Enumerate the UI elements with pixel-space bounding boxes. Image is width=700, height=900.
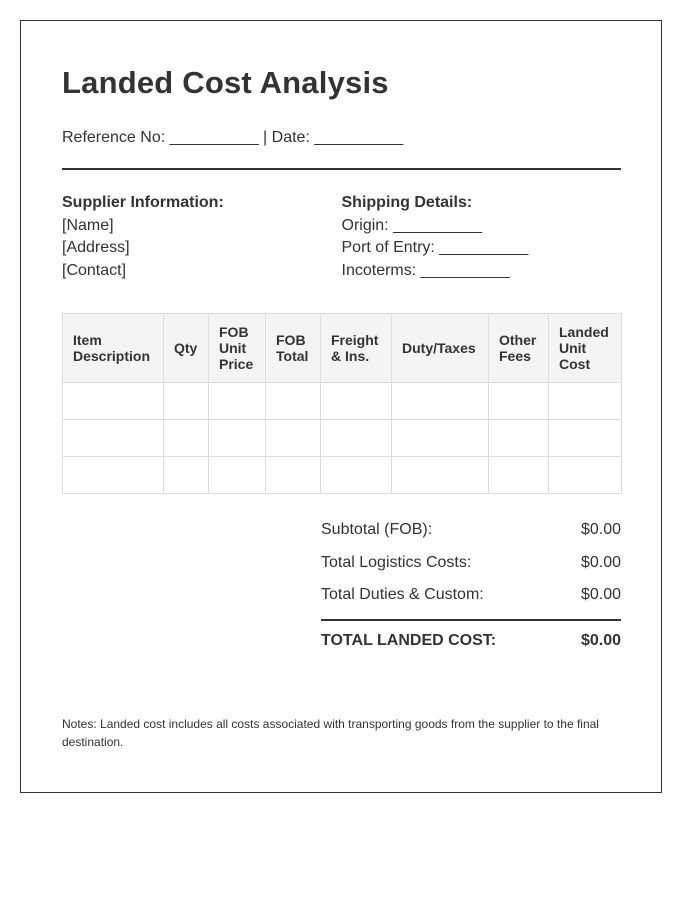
reference-date-line: Reference No: __________ | Date: __________	[62, 129, 404, 146]
table-cell[interactable]	[209, 383, 266, 420]
header-qty: Qty	[164, 314, 209, 383]
table-cell[interactable]	[489, 383, 549, 420]
table-cell[interactable]	[392, 457, 489, 494]
shipping-details	[342, 192, 622, 282]
table-cell[interactable]	[266, 457, 321, 494]
header-other-fees: Other Fees	[489, 314, 549, 383]
table-cell[interactable]	[321, 420, 392, 457]
document-page	[20, 20, 662, 793]
subtotal-value: $0.00	[580, 521, 621, 538]
supplier-name: [Name]	[62, 216, 114, 234]
shipping-heading: Shipping Details:	[341, 194, 473, 211]
table-row	[63, 383, 622, 420]
table-cell[interactable]	[392, 420, 489, 457]
supplier-address: [Address]	[62, 239, 130, 256]
document-content	[62, 65, 621, 650]
header-divider	[62, 168, 621, 170]
table-cell[interactable]	[63, 420, 164, 457]
table-cell[interactable]	[321, 383, 392, 420]
header-duty-taxes: Duty/Taxes	[392, 314, 489, 383]
header-landed-unit-cost: Landed Unit Cost	[549, 314, 622, 383]
grand-total-divider	[321, 619, 621, 621]
table-cell[interactable]	[63, 457, 164, 494]
notes-text: Notes: Landed cost includes all costs associated with transporting goods from the supplier to the final destination.	[62, 717, 599, 749]
table-cell[interactable]	[321, 457, 392, 494]
supplier-heading: Supplier Information:	[62, 194, 224, 211]
duties-value: $0.00	[580, 586, 621, 603]
table-cell[interactable]	[209, 420, 266, 457]
table-cell[interactable]	[164, 383, 209, 420]
table-cell[interactable]	[549, 457, 622, 494]
table-cell[interactable]	[209, 457, 266, 494]
duties-label: Total Duties & Custom:	[321, 586, 484, 603]
supplier-contact: [Contact]	[62, 261, 127, 279]
table-cell[interactable]	[489, 420, 549, 457]
header-freight-ins: Freight & Ins.	[321, 314, 392, 383]
table-cell[interactable]	[63, 383, 164, 420]
table-row	[63, 420, 622, 457]
totals-section	[321, 521, 621, 650]
table-cell[interactable]	[266, 383, 321, 420]
grand-total-label: TOTAL LANDED COST:	[321, 631, 497, 649]
shipping-incoterms: Incoterms: __________	[341, 261, 510, 279]
table-cell[interactable]	[549, 383, 622, 420]
grand-total-value: $0.00	[580, 631, 621, 649]
page-title: Landed Cost Analysis	[62, 65, 389, 100]
supplier-info	[62, 192, 342, 282]
duties-row	[321, 586, 621, 604]
table-cell[interactable]	[549, 420, 622, 457]
subtotal-label: Subtotal (FOB):	[321, 521, 433, 538]
header-fob-unit-price: FOB Unit Price	[209, 314, 266, 383]
logistics-label: Total Logistics Costs:	[321, 553, 472, 571]
subtotal-row	[321, 521, 621, 539]
header-item-description: Item Description	[63, 314, 164, 383]
shipping-origin: Origin: __________	[341, 216, 483, 234]
logistics-row	[321, 554, 621, 572]
table-cell[interactable]	[266, 420, 321, 457]
table-cell[interactable]	[392, 383, 489, 420]
table-header-row	[63, 314, 622, 383]
cost-table	[62, 313, 622, 494]
table-cell[interactable]	[164, 420, 209, 457]
grand-total-row	[321, 632, 621, 650]
header-fob-total: FOB Total	[266, 314, 321, 383]
shipping-port-of-entry: Port of Entry: __________	[341, 239, 529, 256]
table-cell[interactable]	[489, 457, 549, 494]
table-row	[63, 457, 622, 494]
table-cell[interactable]	[164, 457, 209, 494]
logistics-value: $0.00	[580, 553, 621, 571]
info-section	[62, 192, 621, 282]
